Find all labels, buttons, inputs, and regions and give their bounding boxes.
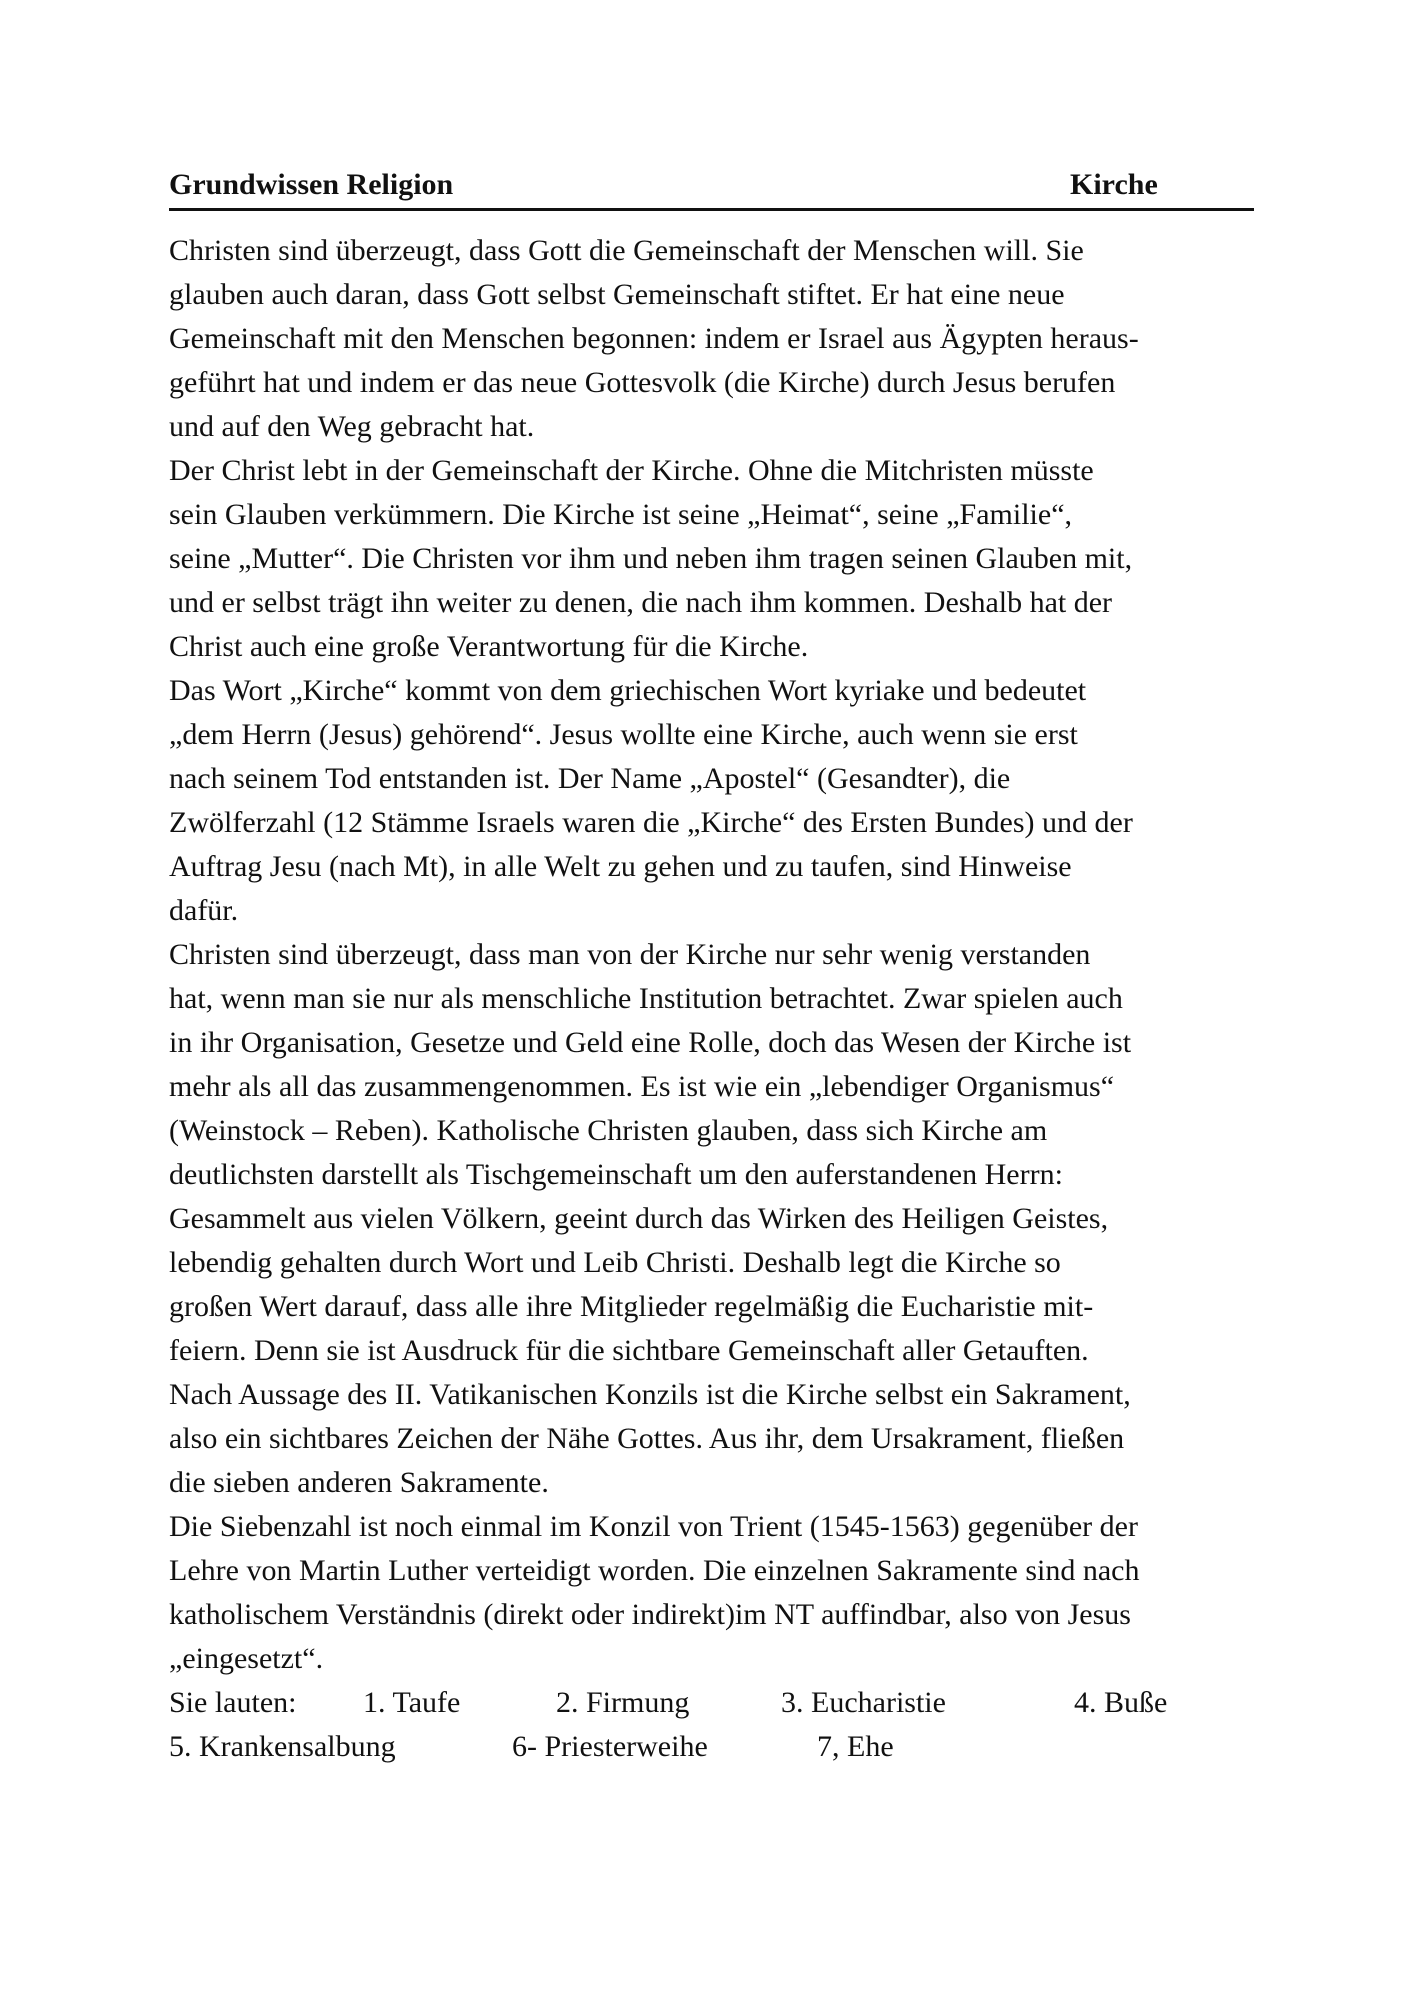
body-text	[169, 229, 1254, 1681]
sacrament-item: 6- Priesterweihe	[512, 1730, 708, 1763]
text-line: geführt hat und indem er das neue Gottesvolk (die Kirche) durch Jesus berufen	[169, 366, 1116, 399]
document-topic: Kirche	[1070, 168, 1158, 201]
text-line: glauben auch daran, dass Gott selbst Gemeinschaft stiftet. Er hat eine neue	[169, 278, 1065, 311]
document-title: Grundwissen Religion	[169, 168, 454, 201]
text-line: und auf den Weg gebracht hat.	[169, 410, 535, 443]
text-line: Christen sind überzeugt, dass Gott die Gemeinschaft der Menschen will. Sie	[169, 234, 1084, 267]
text-line: sein Glauben verkümmern. Die Kirche ist seine „Heimat“, seine „Familie“,	[169, 498, 1073, 531]
text-line: Christ auch eine große Verantwortung für die Kirche.	[169, 630, 809, 663]
text-line: hat, wenn man sie nur als menschliche Institution betrachtet. Zwar spielen auch	[169, 982, 1123, 1015]
text-line: Die Siebenzahl ist noch einmal im Konzil von Trient (1545-1563) gegenüber der	[169, 1510, 1138, 1543]
sacrament-item: 7, Ehe	[817, 1730, 894, 1763]
sacrament-item: 5. Krankensalbung	[169, 1730, 396, 1763]
text-line: Lehre von Martin Luther verteidigt worden. Die einzelnen Sakramente sind nach	[169, 1554, 1140, 1587]
text-line: Christen sind überzeugt, dass man von der Kirche nur sehr wenig verstanden	[169, 938, 1091, 971]
sacrament-item: 3. Eucharistie	[781, 1686, 946, 1719]
text-line: seine „Mutter“. Die Christen vor ihm und neben ihm tragen seinen Glauben mit,	[169, 542, 1133, 575]
sacrament-row-2	[169, 1725, 1254, 1769]
text-line: und er selbst trägt ihn weiter zu denen, die nach ihm kommen. Deshalb hat der	[169, 586, 1113, 619]
text-line: Das Wort „Kirche“ kommt von dem griechischen Wort kyriake und bedeutet	[169, 674, 1087, 707]
text-line: mehr als all das zusammengenommen. Es ist wie ein „lebendiger Organismus“	[169, 1070, 1115, 1103]
page-header	[169, 164, 1254, 211]
text-line: feiern. Denn sie ist Ausdruck für die sichtbare Gemeinschaft aller Getauften.	[169, 1334, 1089, 1367]
text-line: Gemeinschaft mit den Menschen begonnen: indem er Israel aus Ägypten heraus-	[169, 322, 1139, 355]
text-line: „dem Herrn (Jesus) gehörend“. Jesus wollte eine Kirche, auch wenn sie erst	[169, 718, 1078, 751]
text-line: Nach Aussage des II. Vatikanischen Konzils ist die Kirche selbst ein Sakrament,	[169, 1378, 1131, 1411]
text-line: „eingesetzt“.	[169, 1642, 324, 1675]
text-line: lebendig gehalten durch Wort und Leib Christi. Deshalb legt die Kirche so	[169, 1246, 1061, 1279]
text-line: Gesammelt aus vielen Völkern, geeint durch das Wirken des Heiligen Geistes,	[169, 1202, 1109, 1235]
text-line: in ihr Organisation, Gesetze und Geld eine Rolle, doch das Wesen der Kirche ist	[169, 1026, 1132, 1059]
sacrament-row-1	[169, 1681, 1254, 1725]
text-line: großen Wert darauf, dass alle ihre Mitglieder regelmäßig die Eucharistie mit-	[169, 1290, 1094, 1323]
text-line: die sieben anderen Sakramente.	[169, 1466, 549, 1499]
text-line: nach seinem Tod entstanden ist. Der Name „Apostel“ (Gesandter), die	[169, 762, 1011, 795]
sacrament-item: 4. Buße	[1074, 1686, 1168, 1719]
document-page	[169, 164, 1254, 1769]
text-line: (Weinstock – Reben). Katholische Christen glauben, dass sich Kirche am	[169, 1114, 1048, 1147]
text-line: katholischem Verständnis (direkt oder indirekt)im NT auffindbar, also von Jesus	[169, 1598, 1131, 1631]
text-line: deutlichsten darstellt als Tischgemeinschaft um den auferstandenen Herrn:	[169, 1158, 1063, 1191]
text-line: Zwölferzahl (12 Stämme Israels waren die „Kirche“ des Ersten Bundes) und der	[169, 806, 1133, 839]
text-line: Auftrag Jesu (nach Mt), in alle Welt zu gehen und zu taufen, sind Hinweise	[169, 850, 1072, 883]
sacrament-item: 1. Taufe	[363, 1686, 461, 1719]
text-line: Der Christ lebt in der Gemeinschaft der Kirche. Ohne die Mitchristen müsste	[169, 454, 1094, 487]
text-line: also ein sichtbares Zeichen der Nähe Gottes. Aus ihr, dem Ursakrament, fließen	[169, 1422, 1125, 1455]
sacrament-list	[169, 1681, 1254, 1769]
sacrament-intro: Sie lauten:	[169, 1686, 297, 1719]
sacrament-item: 2. Firmung	[556, 1686, 690, 1719]
text-line: dafür.	[169, 894, 239, 927]
